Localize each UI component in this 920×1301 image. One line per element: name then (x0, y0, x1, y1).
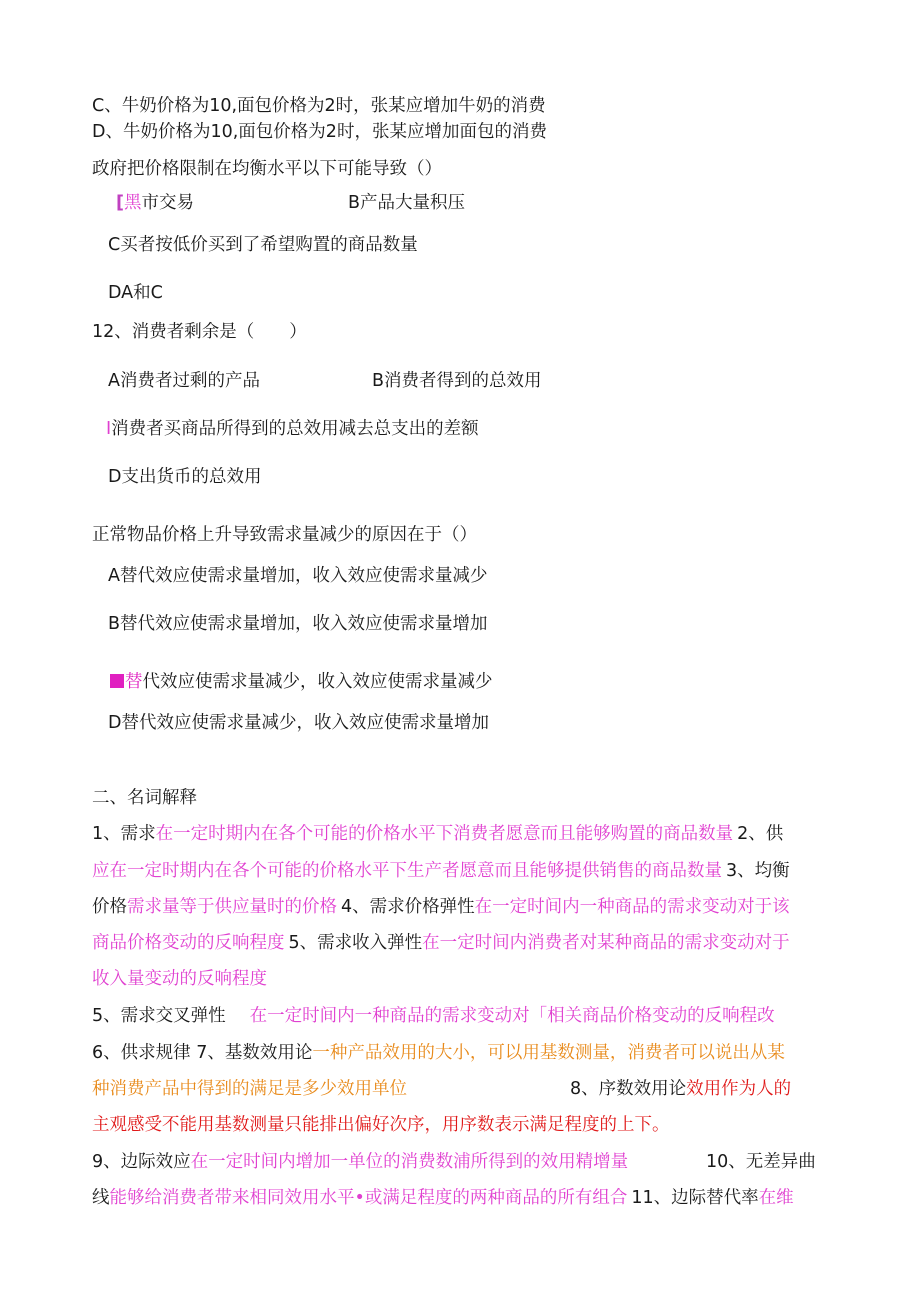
definition-line-3 (92, 895, 790, 919)
q10-option-d: D、牛奶价格为10,面包价格为2时，张某应增加面包的消费 (92, 122, 547, 142)
definition-line-9: 主观感受不能用基数测量只能排出偏好次序，用序数表示满足程度的上下。 (92, 1115, 670, 1135)
term-cross-elasticity: 5、需求交叉弹性 (92, 1006, 226, 1026)
q12-option-b: B消费者得到的总效用 (372, 371, 542, 391)
definition-line-8-right (570, 1077, 791, 1101)
q11-option-d: DA和C (108, 283, 163, 303)
q13-option-b: B替代效应使需求量增加，收入效应使需求量增加 (108, 614, 488, 634)
answer-mark: I (106, 419, 112, 439)
q10-option-c: C、牛奶价格为10,面包价格为2时，张某应增加牛奶的消费 (92, 96, 546, 116)
definition-demand: 在一定时期内在各个可能的价格水平下消费者愿意而且能够购置的商品数量 (155, 824, 734, 844)
q12-option-a: A消费者过剩的产品 (108, 371, 260, 391)
term-price-elasticity: 4、需求价格弹性 (341, 897, 475, 917)
definition-marginal-effect: 在一定时间内增加一单位的消费数浦所得到的效用精增量 (190, 1152, 629, 1172)
definition-line-1 (92, 822, 783, 846)
term-demand: 1、需求 (92, 824, 156, 844)
q11-option-b: B产品大量积压 (348, 193, 466, 213)
definition-line-6 (92, 1004, 775, 1028)
q11-option-a (116, 191, 194, 215)
definition-price-elasticity: 在一定时间内一种商品的需求变动对于该 (474, 897, 790, 917)
q12-option-c-text: 消费者买商品所得到的总效用减去总支出的差额 (111, 419, 479, 439)
definition-cross-elasticity: 在一定时间内一种商品的需求变动对「相关商品价格变动的反响程改 (249, 1006, 775, 1026)
answer-mark: [ (116, 193, 124, 213)
q13-stem: 正常物品价格上升导致需求量减少的原因在于（） (92, 525, 477, 545)
definition-income-elasticity: 在一定时间内消费者对某种商品的需求变动对于 (422, 933, 790, 953)
definition-line-2 (92, 859, 790, 883)
term-supply: 2、供 (737, 824, 784, 844)
q13-option-c-text: 代效应使需求量减少，收入效应使需求量减少 (142, 672, 493, 692)
definition-line-10-right: 10、无差异曲 (706, 1152, 816, 1172)
q12-option-d: D支出货币的总效用 (108, 467, 262, 487)
definition-price-elasticity-cont: 商品价格变动的反响程度 (92, 933, 285, 953)
q11-option-a-text: 市交易 (141, 193, 194, 213)
q12-option-c (106, 417, 479, 441)
term-cardinal-utility: 6、供求规律 7、基数效用论 (92, 1043, 313, 1063)
definition-line-5: 收入量变动的反响程度 (92, 969, 267, 989)
q11-stem: 政府把价格限制在均衡水平以下可能导致（） (92, 159, 442, 179)
q11-option-c: C买者按低价买到了希望购置的商品数量 (108, 235, 418, 255)
definition-supply: 应在一定时期内在各个可能的价格水平下生产者愿意而且能够提供销售的商品数量 (92, 861, 722, 881)
q13-option-c (110, 670, 493, 694)
definition-indifference-curve: 能够给消费者带来相同效用水平•或满足程度的两种商品的所有组合 (109, 1188, 628, 1208)
q12-stem: 12、消费者剩余是（ ） (92, 322, 307, 342)
term-equilibrium-price: 价格 (92, 897, 127, 917)
definition-ordinal-utility: 效用作为人的 (686, 1079, 792, 1099)
term-indifference-curve: 线 (92, 1188, 110, 1208)
term-equilibrium: 3、均衡 (726, 861, 790, 881)
term-marginal-effect: 9、边际效应 (92, 1152, 191, 1172)
definition-line-8 (92, 1077, 407, 1101)
definition-line-10 (92, 1150, 628, 1174)
term-income-elasticity: 5、需求收入弹性 (288, 933, 423, 953)
definition-line-11 (92, 1186, 794, 1210)
answer-mark-text: 黑 (124, 193, 142, 213)
term-ordinal-utility: 8、序数效用论 (570, 1079, 687, 1099)
section-heading: 二、名词解释 (92, 788, 197, 808)
definition-marginal-substitution: 在维 (758, 1188, 794, 1208)
definition-equilibrium-price: 需求量等于供应量时的价格 (127, 897, 337, 917)
q13-option-a: A替代效应使需求量增加，收入效应使需求量减少 (108, 566, 488, 586)
answer-mark-square (110, 674, 124, 688)
answer-mark-text: 替 (125, 672, 143, 692)
definition-line-7 (92, 1041, 785, 1065)
definition-line-4 (92, 931, 790, 955)
definition-cardinal-utility-cont: 种消费产品中得到的满足是多少效用单位 (92, 1079, 407, 1099)
term-marginal-substitution: 11、边际替代率 (631, 1188, 759, 1208)
definition-cardinal-utility: 一种产品效用的大小，可以用基数测量，消费者可以说出从某 (312, 1043, 785, 1063)
q13-option-d: D替代效应使需求量减少，收入效应使需求量增加 (108, 713, 489, 733)
